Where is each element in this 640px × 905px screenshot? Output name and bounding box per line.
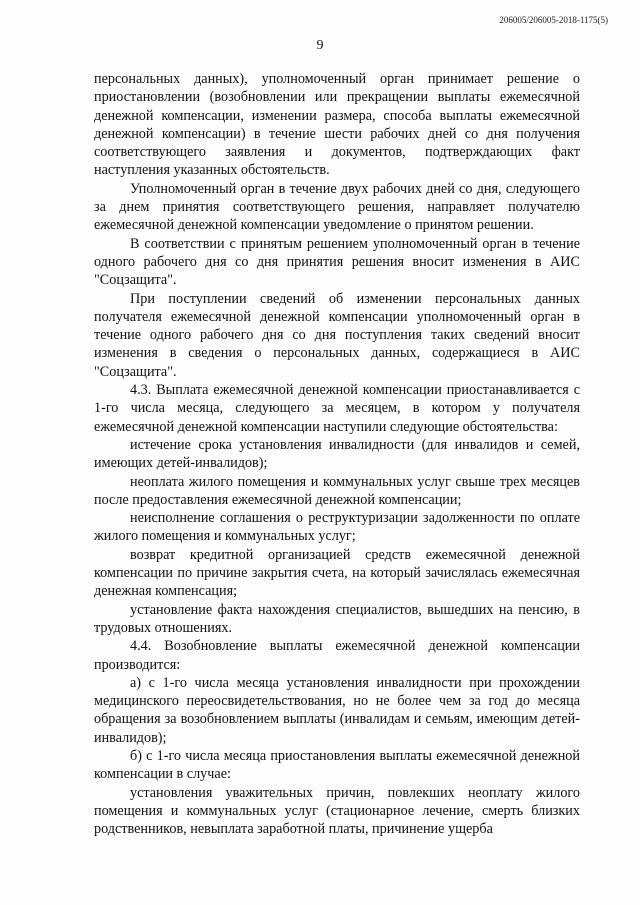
list-item: установление факта нахождения специалистов, вышедших на пенсию, в трудовых отношениях. bbox=[94, 601, 580, 636]
list-item: истечение срока установления инвалидности (для инвалидов и семей, имеющих детей-инвалидов); bbox=[94, 436, 580, 472]
paragraph: персональных данных), уполномоченный орган принимает решение о приостановлении (возобновлении или прекращении выплаты ежемесячной денежной компенсации, изменении размера, способа выплаты ежемесячной денежной компенсации) в течение шести рабочих дней со дня получения соответствующего заявления и документов, подтверждающих факт наступления указанных обстоятельств. bbox=[94, 71, 580, 179]
list-item: неоплата жилого помещения и коммунальных услуг свыше трех месяцев после предоставления ежемесячной денежной компенсации; bbox=[94, 473, 580, 508]
paragraph: При поступлении сведений об изменении персональных данных получателя ежемесячной денежной компенсации уполномоченный орган в течение одного рабочего дня со дня поступления таких сведений вносит изменения в сведения о персональных данных, содержащиеся в АИС "Соцзащита". bbox=[94, 290, 580, 380]
paragraph: В соответствии с принятым решением уполномоченный орган в течение одного рабочего дня со дня принятия решения вносит изменения в АИС "Соцзащита". bbox=[94, 235, 580, 289]
section-4-3: 4.3. Выплата ежемесячной денежной компенсации приостанавливается с 1-го числа месяца, следующего за месяцем, в котором у получателя ежемесячной денежной компенсации наступили следующие обстоятельства: bbox=[94, 382, 580, 435]
page-number: 9 bbox=[316, 38, 324, 53]
list-item: установления уважительных причин, повлекших неоплату жилого помещения и коммунальных услуг (стационарное лечение, смерть близких родственников, невыплата заработной платы, причинение ущерба bbox=[94, 784, 580, 838]
section-4-4: 4.4. Возобновление выплаты ежемесячной денежной компенсации производится: bbox=[94, 638, 580, 673]
document-body bbox=[94, 70, 580, 838]
list-item: неисполнение соглашения о реструктуризации задолженности по оплате жилого помещения и коммунальных услуг; bbox=[94, 510, 580, 545]
paragraph: Уполномоченный орган в течение двух рабочих дней со дня, следующего за днем принятия соответствующего решения, направляет получателю ежемесячной денежной компенсации уведомление о принятом решении. bbox=[94, 180, 580, 234]
list-item: б) с 1-го числа месяца приостановления выплаты ежемесячной денежной компенсации в случае: bbox=[94, 747, 580, 783]
list-item: а) с 1-го числа месяца установления инвалидности при прохождении медицинского переосвидетельствования, но не более чем за год до месяца обращения за возобновлением выплаты (инвалидам и семьям, имеющим детей-инвалидов); bbox=[94, 674, 580, 746]
list-item: возврат кредитной организацией средств ежемесячной денежной компенсации по причине закрытия счета, на который зачислялась ежемесячная денежная компенсация; bbox=[94, 546, 580, 600]
document-number: 206005/206005-2018-1175(5) bbox=[499, 15, 608, 25]
